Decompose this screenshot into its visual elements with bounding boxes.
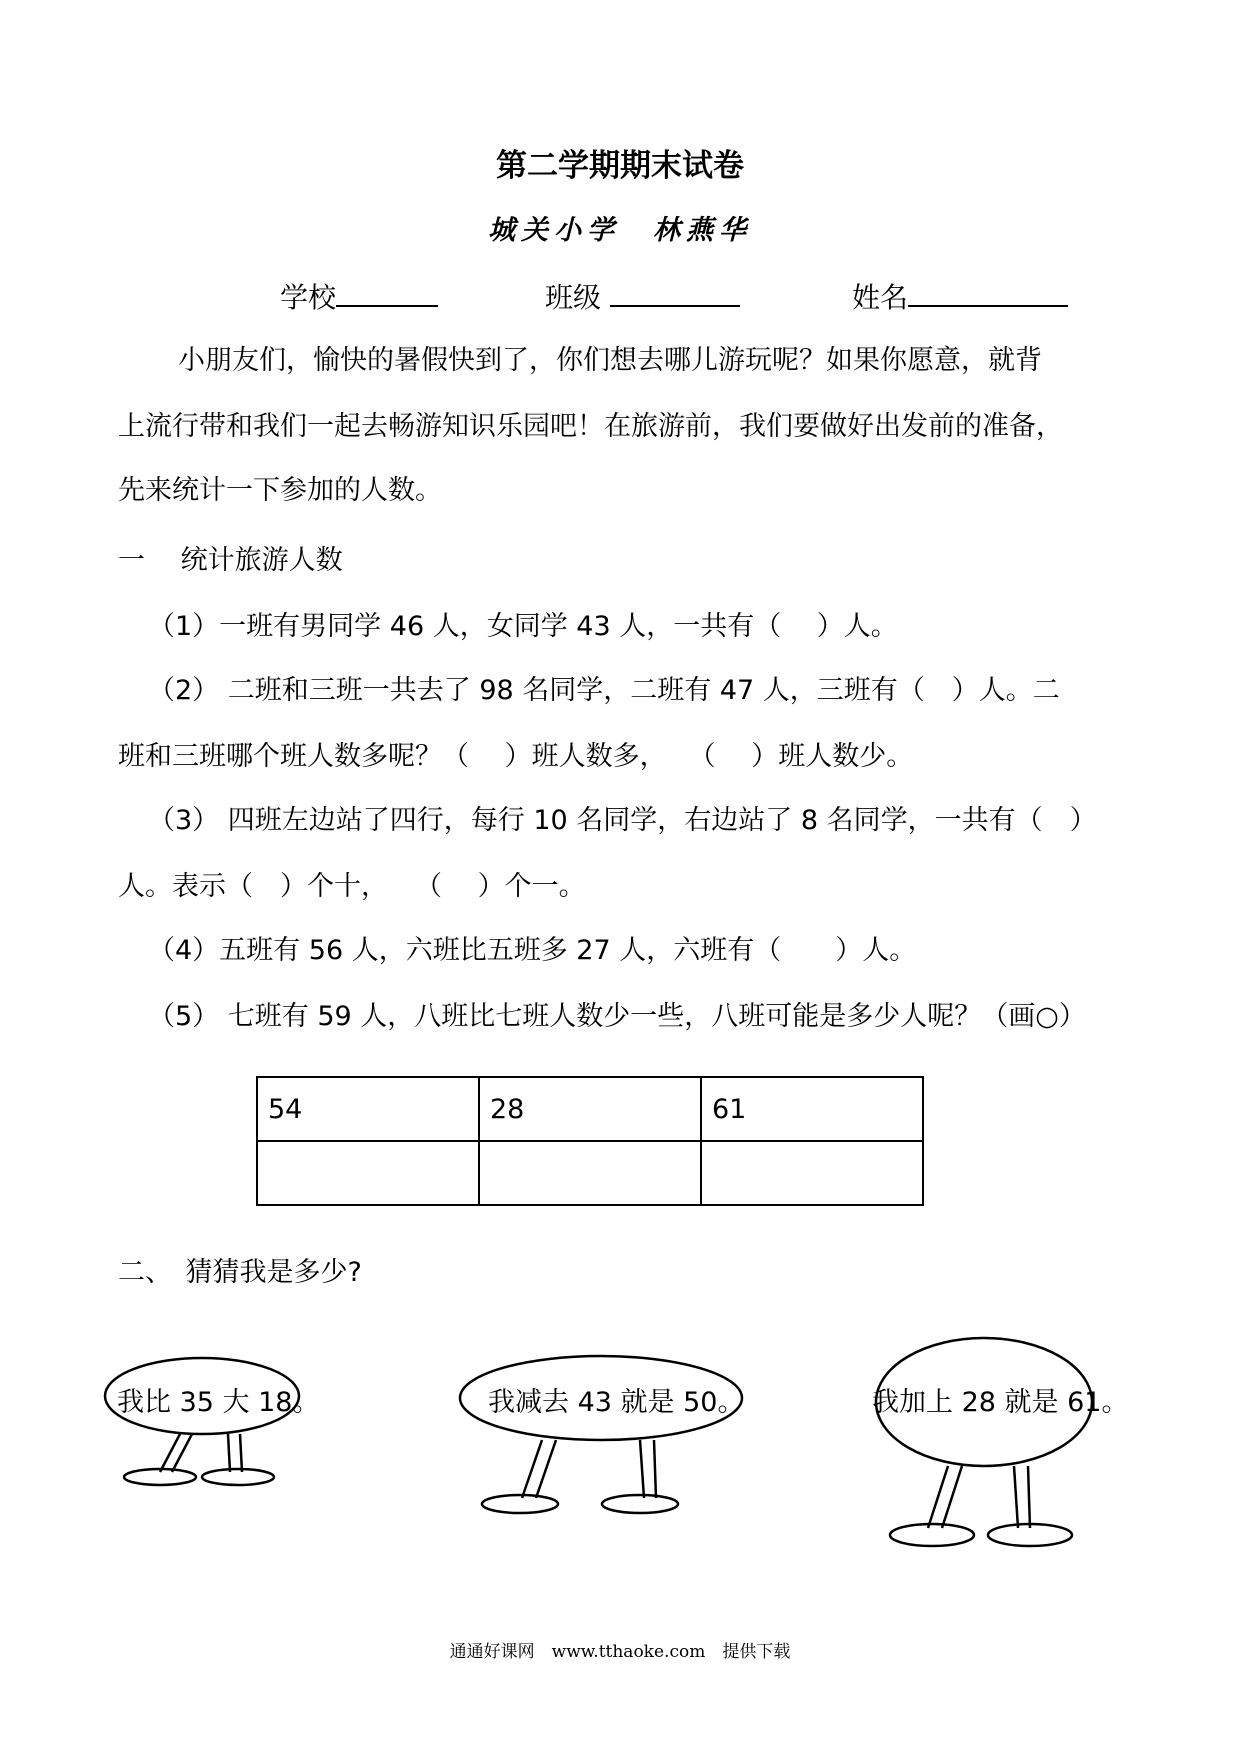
answer-table (256, 1076, 924, 1206)
bubble-text-1: 我比 35 大 18。 (117, 1387, 320, 1418)
foot-1b (202, 1469, 274, 1485)
figure-1 (105, 1358, 299, 1485)
table-row (257, 1077, 923, 1141)
footer-credit: 通通好课网 www.tthaoke.com 提供下载 (449, 1642, 791, 1662)
table-cell: 28 (479, 1077, 701, 1141)
question-3-line-1: （3） 四班左边站了四行，每行 10 名同学，右边站了 8 名同学，一共有（ ） (148, 805, 1097, 836)
figure-3 (876, 1338, 1092, 1546)
table-cell: 54 (257, 1077, 479, 1141)
name-blank[interactable] (908, 277, 1068, 307)
name-label: 姓名 (852, 281, 909, 314)
school-blank[interactable] (336, 277, 438, 307)
table-cell: 61 (701, 1077, 923, 1141)
question-5: （5） 七班有 59 人，八班比七班人数少一些，八班可能是多少人呢？（画○） (148, 1001, 1086, 1032)
foot-3a (890, 1524, 974, 1546)
question-2-line-2: 班和三班哪个班人数多呢？（ ）班人数多， （ ）班人数少。 (118, 741, 914, 772)
class-label: 班级 (545, 281, 602, 314)
bubble-text-2: 我减去 43 就是 50。 (488, 1387, 745, 1418)
intro-line-3: 先来统计一下参加的人数。 (118, 475, 442, 506)
question-3-line-2: 人。表示（ ）个十， （ ）个一。 (118, 871, 586, 902)
answer-cell[interactable] (479, 1141, 701, 1205)
answer-cell[interactable] (257, 1141, 479, 1205)
answer-cell[interactable] (701, 1141, 923, 1205)
guess-figures (0, 1330, 1240, 1550)
question-1: （1）一班有男同学 46 人，女同学 43 人，一共有（ ）人。 (148, 611, 898, 642)
section-2-heading: 二、 猜猜我是多少? (118, 1257, 362, 1288)
name-field (852, 276, 1068, 316)
class-field (545, 276, 740, 316)
class-blank[interactable] (610, 277, 740, 307)
table-row (257, 1141, 923, 1205)
school-field (280, 276, 438, 316)
bubble-text-3: 我加上 28 就是 61。 (872, 1387, 1129, 1418)
intro-line-1: 小朋友们，愉快的暑假快到了，你们想去哪儿游玩呢？如果你愿意，就背 (178, 345, 1042, 376)
foot-2a (482, 1495, 558, 1513)
school-label: 学校 (280, 281, 337, 314)
page-title: 第二学期期末试卷 (496, 148, 744, 184)
intro-line-2: 上流行带和我们一起去畅游知识乐园吧！在旅游前，我们要做好出发前的准备， (118, 411, 1063, 442)
author-line: 城关小学 林燕华 (488, 215, 752, 246)
section-1-heading: 一 统计旅游人数 (118, 545, 343, 576)
question-2-line-1: （2） 二班和三班一共去了 98 名同学，二班有 47 人，三班有（ ）人。二 (148, 675, 1060, 706)
question-4: （4）五班有 56 人，六班比五班多 27 人，六班有（ ）人。 (148, 935, 917, 966)
foot-2b (602, 1495, 678, 1513)
